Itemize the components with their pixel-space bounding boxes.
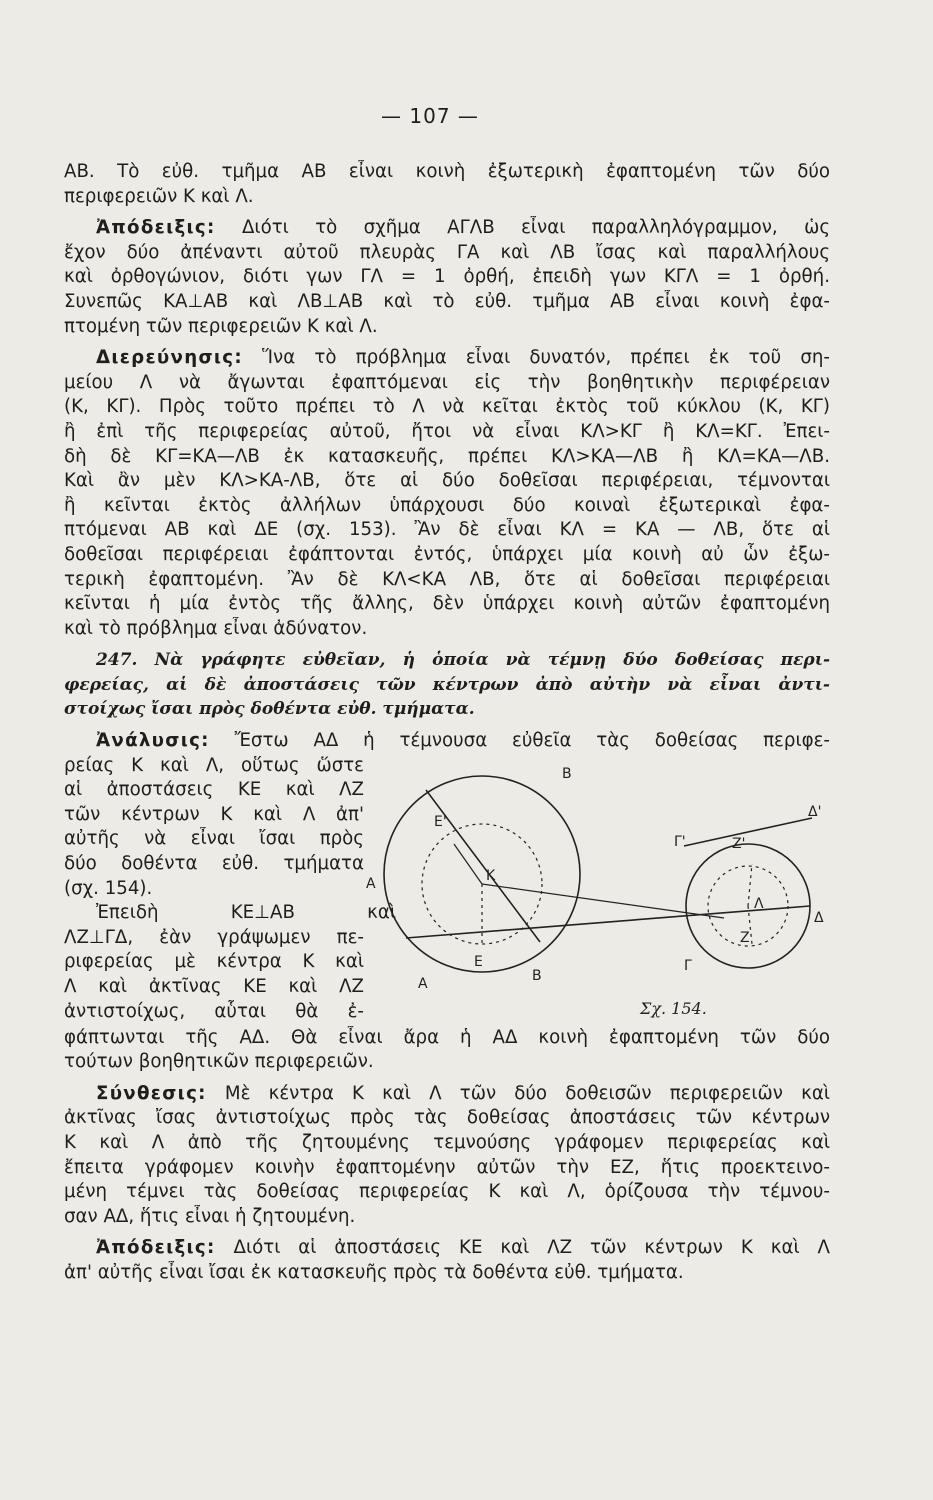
- geometry-diagram: [364, 756, 844, 1026]
- label-b: Β: [532, 967, 542, 984]
- label-g1: Γ': [674, 833, 686, 850]
- page-number: — 107 —: [381, 104, 479, 128]
- label-z1: Ζ': [732, 835, 746, 852]
- text-span: Μὲ κέντρα Κ καὶ Λ τῶν δύο δοθεισῶν περιφερειῶν καὶ: [224, 1082, 830, 1104]
- figure-154: [364, 756, 844, 1026]
- text-span: Νὰ γράφητε εὐθεῖαν, ἡ ὁποία νὰ τέμνῃ δύο δοθείσας περι-: [154, 650, 830, 671]
- text-line: (Κ, ΚΓ). Πρὸς τοῦτο πρέπει τὸ Λ νὰ κεῖται ἐκτὸς τοῦ κύκλου (Κ, ΚΓ): [64, 396, 830, 418]
- label-e1: Ε': [434, 813, 447, 830]
- label-l: Λ: [754, 895, 764, 912]
- text-line: Λ καὶ ἀκτῖνας ΚΕ καὶ ΛΖ: [64, 976, 364, 997]
- text-span: Διότι αἱ ἀποστάσεις ΚΕ καὶ ΛΖ τῶν κέντρων Κ καὶ Λ: [233, 1237, 830, 1259]
- text-line: ρείας Κ καὶ Λ, οὕτως ὥστε: [64, 754, 364, 776]
- text-line: στοίχως ἴσαι πρὸς δοθέντα εὐθ. τμήματα.: [64, 699, 475, 720]
- text-line: [64, 1236, 830, 1261]
- problem-number: 247.: [96, 650, 138, 671]
- text-line: καὶ ὀρθογώνιον, διότι γων ΓΛ = 1 ὀρθή, ἐπειδὴ γων ΚΓΛ = 1 ὀρθή.: [64, 266, 830, 288]
- text-line: σαν ΑΔ, ἥτις εἶναι ἡ ζητουμένη.: [64, 1205, 356, 1227]
- synthesis-paragraph: [64, 1082, 830, 1230]
- analysis-label: Ἀνάλυσις:: [96, 730, 210, 752]
- label-z: Ζ: [740, 929, 750, 946]
- label-a-left: Α: [366, 875, 376, 892]
- proof2-paragraph: [64, 1236, 830, 1285]
- text-line: αἱ ἀποστάσεις ΚΕ καὶ ΛΖ: [64, 779, 364, 801]
- label-b-top: Β: [562, 765, 572, 782]
- discussion-paragraph: [64, 346, 830, 641]
- proof-label: Ἀπόδειξις:: [96, 1237, 216, 1259]
- analysis-paragraph: [64, 729, 830, 1075]
- text-line: τερικὴ ἐφαπτομένη. Ἂν δὲ ΚΛ<ΚΑ ΛΒ, ὅτε αἱ δοθεῖσαι περιφέρειαι: [64, 568, 830, 590]
- text-line: καὶ τὸ πρόβλημα εἶναι ἀδύνατον.: [64, 617, 368, 639]
- text-line: [64, 216, 830, 241]
- text-line: πτόμεναι ΑΒ καὶ ΔΕ (σχ. 153). Ἂν δὲ εἶναι ΚΛ = ΚΑ — ΛΒ, ὅτε αἱ: [64, 519, 830, 541]
- text-line: ριφερείας μὲ κέντρα Κ καὶ: [64, 951, 364, 973]
- text-line: ΛΖ⊥ΓΔ, ἐὰν γράψωμεν πε-: [64, 926, 364, 948]
- label-d1: Δ': [808, 803, 822, 820]
- secant-top: [426, 790, 540, 942]
- label-k: Κ: [486, 867, 496, 884]
- analysis-with-figure: [64, 754, 830, 1026]
- text-line: [64, 346, 830, 371]
- text-line: ἀντιστοίχως, αὗται θὰ ἐ-: [64, 1000, 364, 1022]
- text-line: [64, 729, 830, 754]
- page-body: [64, 160, 830, 1286]
- text-line: (σχ. 154).: [64, 877, 153, 899]
- text-line: φάπτωνται τῆς ΑΔ. Θὰ εἶναι ἄρα ἡ ΑΔ κοινὴ ἐφαπτομένη τῶν δύο: [64, 1026, 830, 1048]
- text-line: [64, 1082, 830, 1107]
- text-line: ἢ ἐπὶ τῆς περιφερείας αὐτοῦ, ἤτοι νὰ εἶναι ΚΛ>ΚΓ ἢ ΚΛ=ΚΓ. Ἐπει-: [64, 420, 830, 442]
- synthesis-label: Σύνθεσις:: [96, 1082, 207, 1104]
- text-line: ἔπειτα γράφομεν κοινὴν ἐφαπτομένην αὐτῶν τὴν ΕΖ, ἥτις προεκτεινο-: [64, 1156, 830, 1178]
- proof-label: Ἀπόδειξις:: [96, 217, 216, 239]
- text-line: ΑΒ. Τὸ εὐθ. τμῆμα ΑΒ εἶναι κοινὴ ἐξωτερικὴ ἐφαπτομένη τῶν δύο: [64, 161, 830, 182]
- label-d: Δ: [814, 909, 824, 926]
- text-span: Διότι τὸ σχῆμα ΑΓΛΒ εἶναι παραλληλόγραμμον, ὡς: [241, 217, 830, 239]
- text-line: αὐτῆς νὰ εἶναι ἴσαι πρὸς: [64, 828, 364, 850]
- text-span: Ἔστω ΑΔ ἡ τέμνουσα εὐθεῖα τὰς δοθείσας περιφε-: [234, 730, 830, 752]
- text-line: ἀκτῖνας ἴσας ἀντιστοίχως πρὸς τὰς δοθείσας ἀποστάσεις τῶν κέντρων: [64, 1107, 830, 1129]
- text-line: Ἐπειδὴ ΚΕ⊥ΑΒ καὶ: [96, 902, 396, 924]
- text-span: Ἵνα τὸ πρόβλημα εἶναι δυνατόν, πρέπει ἐκ τοῦ ση-: [262, 347, 830, 369]
- text-line: κεῖνται ἡ μία ἐντὸς τῆς ἄλλης, δὲν ὑπάρχει κοινὴ αὐτῶν ἐφαπτομένη: [64, 593, 830, 615]
- text-line: περιφερειῶν Κ καὶ Λ.: [64, 185, 254, 207]
- text-line: δύο δοθέντα εὐθ. τμήματα: [64, 853, 364, 875]
- text-line: Καὶ ἂν μὲν ΚΛ>ΚΑ-ΛΒ, ὅτε αἱ δύο δοθεῖσαι περιφέρειαι, τέμνονται: [64, 470, 830, 492]
- segment-ke1: [454, 844, 482, 884]
- discussion-label: Διερεύνησις:: [96, 347, 243, 369]
- label-g: Γ: [684, 957, 692, 974]
- label-e: Ε: [474, 953, 483, 970]
- text-line: μείου Λ νὰ ἄγωνται ἐφαπτόμεναι εἰς τὴν βοηθητικὴν περιφέρειαν: [64, 371, 830, 393]
- label-a-bottom: Α: [418, 975, 428, 992]
- intro-paragraph: [64, 160, 830, 209]
- secant-g1d1: [684, 818, 812, 846]
- text-line: δοθεῖσαι περιφέρειαι ἐφάπτονται ἐντός, ὑπάρχει μία κοινὴ αὐ ὧν ἐξω-: [64, 543, 830, 565]
- text-line: [64, 648, 830, 673]
- proof-paragraph: [64, 216, 830, 339]
- text-line: Συνεπῶς ΚΑ⊥ΑΒ καὶ ΛΒ⊥ΑΒ καὶ τὸ εὐθ. τμῆμα ΑΒ εἶναι κοινὴ ἐφα-: [64, 290, 830, 312]
- segment-lz1: [748, 864, 752, 906]
- text-line: τῶν κέντρων Κ καὶ Λ ἀπ': [64, 803, 364, 825]
- figure-caption: Σχ. 154.: [640, 998, 707, 1018]
- text-line: Κ καὶ Λ ἀπὸ τῆς ζητουμένης τεμνούσης γράφομεν περιφερείας καὶ: [64, 1132, 830, 1154]
- text-line: φερείας, αἱ δὲ ἀποστάσεις τῶν κέντρων ἀπὸ αὐτὴν νὰ εἶναι ἀντι-: [64, 674, 830, 695]
- text-line: ἀπ' αὐτῆς εἶναι ἴσαι ἐκ κατασκευῆς πρὸς τὰ δοθέντα εὐθ. τμήματα.: [64, 1262, 684, 1283]
- text-line: πτομένη τῶν περιφερειῶν Κ καὶ Λ.: [64, 315, 378, 337]
- text-line: ἔχον δύο ἀπέναντι αὐτοῦ πλευρὰς ΓΑ καὶ ΛΒ ἴσας καὶ παραλλήλους: [64, 241, 830, 263]
- text-line: δὴ δὲ ΚΓ=ΚΑ—ΛΒ ἐκ κατασκευῆς, πρέπει ΚΛ>ΚΑ—ΛΒ ἢ ΚΛ=ΚΑ—ΛΒ.: [64, 445, 830, 467]
- text-line: μένη τέμνει τὰς δοθείσας περιφερείας Κ καὶ Λ, ὁρίζουσα τὴν τέμνου-: [64, 1181, 830, 1203]
- text-line: ἢ κεῖνται ἐκτὸς ἀλλήλων ὑπάρχουσι δύο κοιναὶ ἐξωτερικαὶ ἐφα-: [64, 494, 830, 516]
- problem-statement: [64, 648, 830, 722]
- text-line: τούτων βοηθητικῶν περιφερειῶν.: [64, 1051, 374, 1073]
